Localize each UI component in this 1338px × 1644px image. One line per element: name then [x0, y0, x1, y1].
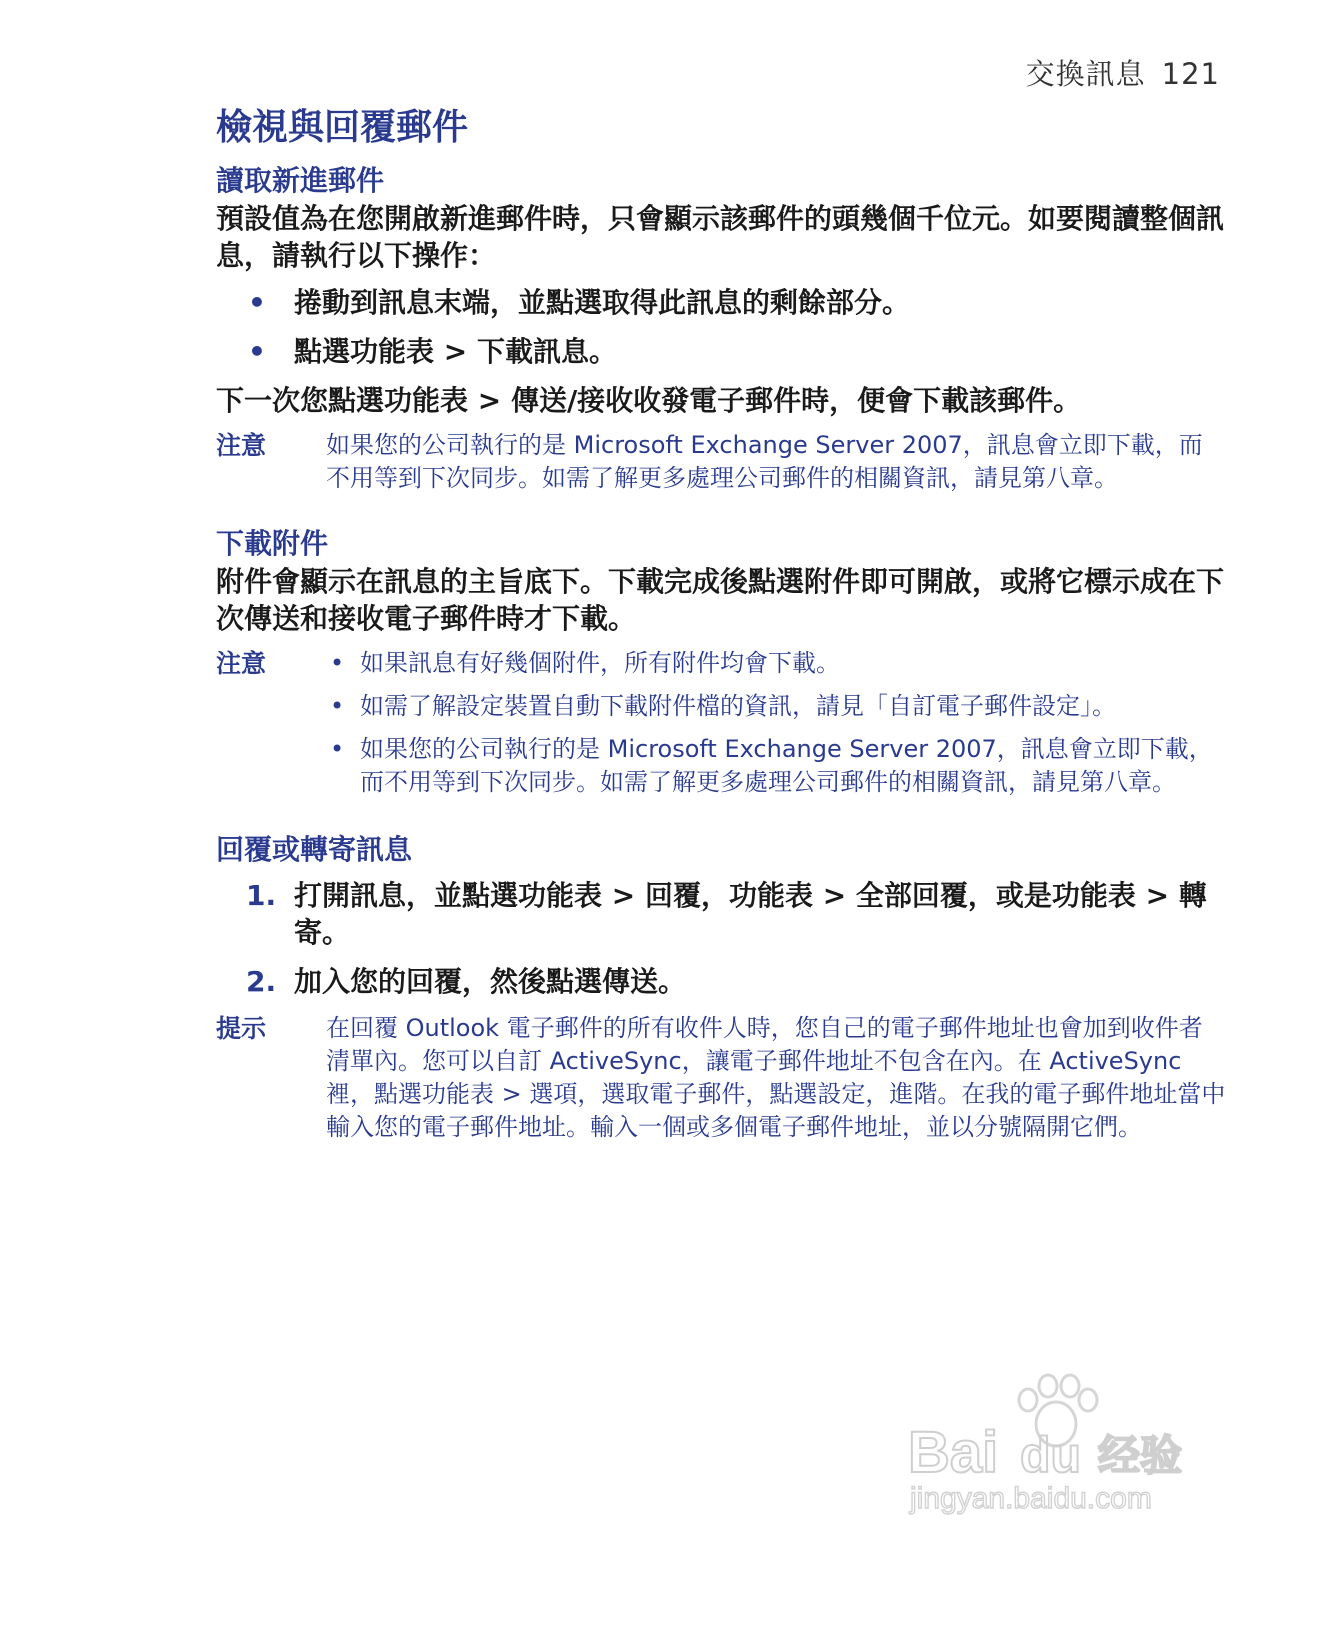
tip-text: 在回覆 Outlook 電子郵件的所有收件人時，您自己的電子郵件地址也會加到收件者清單內。您可以自訂 ActiveSync，讓電子郵件地址不包含在內。在 ActiveSync 裡，點選功能表 > 選項，選取電子郵件，點選設定，進階。在我的電子郵件地址當中輸入您的電子郵件地址。輸入一個或多個電子郵件地址，並以分號隔開它們。	[326, 1014, 1226, 1141]
bullet-icon: •	[248, 286, 266, 319]
bullet-icon: •	[330, 649, 345, 677]
paragraph-attachments: 附件會顯示在訊息的主旨底下。下載完成後點選附件即可開啟，或將它標示成在下次傳送和接收電子郵件時才下載。	[216, 565, 1225, 635]
note-exchange	[216, 429, 1226, 495]
bullet-icon: •	[330, 735, 345, 763]
bullet-icon: •	[330, 692, 345, 720]
bullet-list-read	[216, 284, 1226, 370]
page-content	[216, 104, 1226, 1144]
section-heading-reply: 回覆或轉寄訊息	[216, 833, 413, 866]
list-item: • 點選功能表 > 下載訊息。	[248, 335, 617, 368]
paragraph-intro: 預設值為在您開啟新進郵件時，只會顯示該郵件的頭幾個千位元。如要閱讀整個訊息，請執行以下操作：	[216, 202, 1225, 272]
note-text: 如果您的公司執行的是 Microsoft Exchange Server 2007，訊息會立即下載，而不用等到下次同步。如需了解更多處理公司郵件的相關資訊，請見第八章。	[326, 431, 1203, 492]
page-number: 121	[1161, 57, 1220, 91]
section-heading-read-mail: 讀取新進郵件	[216, 164, 385, 197]
paragraph-next-download: 下一次您點選功能表 > 傳送/接收收發電子郵件時，便會下載該郵件。	[216, 384, 1082, 417]
tip-label: 提示	[216, 1014, 267, 1043]
note-list	[326, 647, 1226, 799]
running-header	[1026, 52, 1220, 93]
svg-text:经验: 经验	[1098, 1431, 1183, 1480]
note-label: 注意	[216, 649, 267, 678]
list-item: • 如果您的公司執行的是 Microsoft Exchange Server 2007，訊息會立即下載，而不用等到下次同步。如需了解更多處理公司郵件的相關資訊，請見第八章。	[330, 735, 1213, 796]
tip-box	[216, 1012, 1226, 1144]
section-title: 交換訊息	[1025, 57, 1146, 91]
step-number: 2.	[246, 965, 277, 998]
svg-text:jingyan.baidu.com: jingyan.baidu.com	[910, 1482, 1152, 1515]
step-number: 1.	[246, 879, 277, 912]
note-label: 注意	[216, 431, 267, 460]
note-attachments	[216, 647, 1226, 809]
list-item: • 如需了解設定裝置自動下載附件檔的資訊，請見「自訂電子郵件設定」。	[326, 690, 1226, 723]
svg-text:Bai: Bai	[908, 1420, 999, 1485]
svg-text:du: du	[1020, 1427, 1082, 1483]
list-item: • 捲動到訊息末端，並點選取得此訊息的剩餘部分。	[248, 286, 911, 319]
steps-list	[216, 877, 1226, 1000]
list-item: • 如果訊息有好幾個附件，所有附件均會下載。	[326, 647, 1226, 680]
step-item: 1. 打開訊息，並點選功能表 > 回覆，功能表 > 全部回覆，或是功能表 > 轉寄。	[246, 879, 1207, 949]
baidu-watermark-logo	[906, 1372, 1206, 1522]
page-title: 檢視與回覆郵件	[216, 107, 469, 148]
bullet-icon: •	[248, 335, 266, 368]
section-heading-attachments: 下載附件	[216, 527, 329, 560]
step-item: 2. 加入您的回覆，然後點選傳送。	[246, 965, 687, 998]
